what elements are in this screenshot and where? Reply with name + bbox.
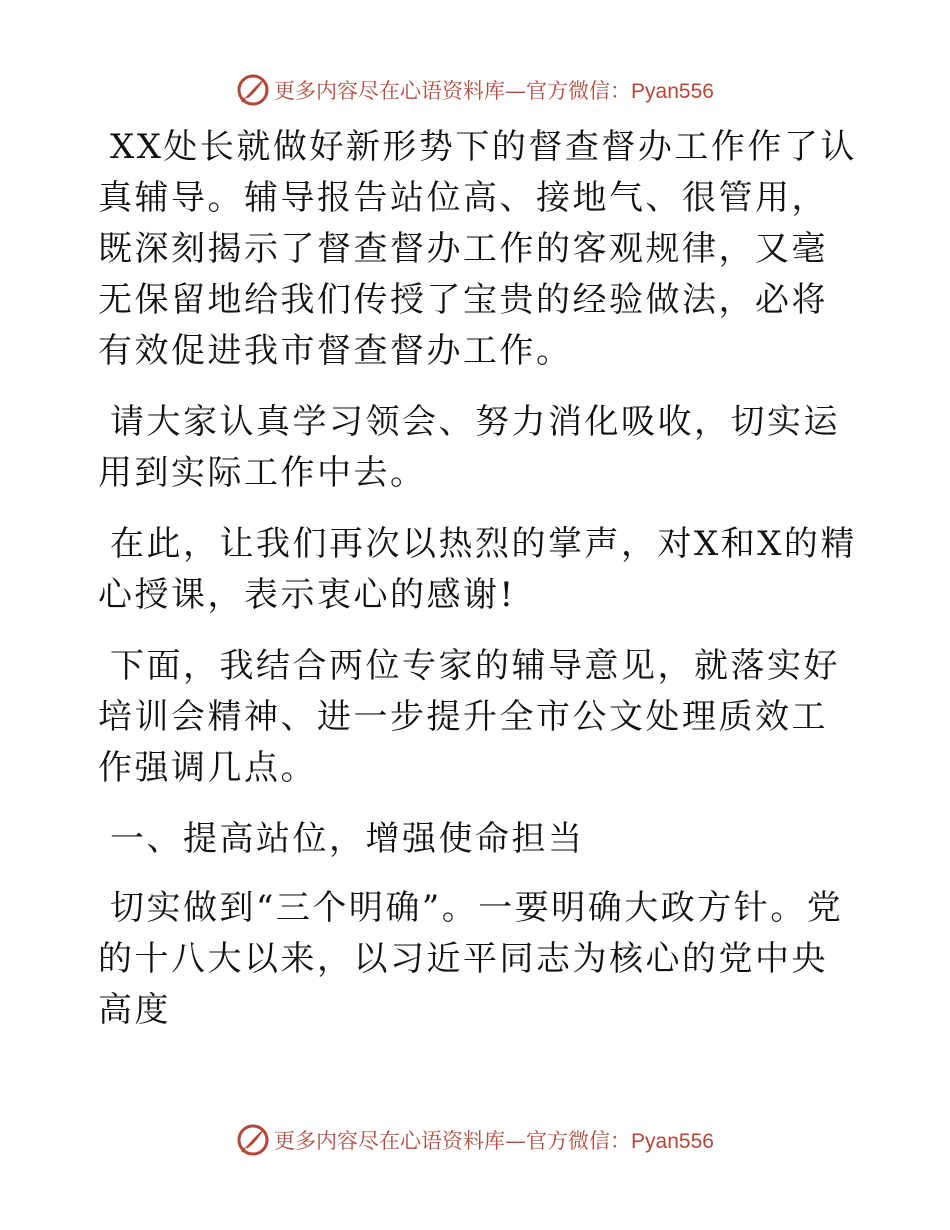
footer-tagline: 更多内容尽在心语资料库—官方微信：Pyan556 bbox=[274, 1129, 714, 1153]
paragraph-1: XX处长就做好新形势下的督查督办工作作了认真辅导。辅导报告站位高、接地气、很管用，既深刻揭示了督查督办工作的客观规律，又毫无保留地给我们传授了宝贵的经验做法，必将有效促进我市督查督办工作。 bbox=[98, 127, 857, 371]
paragraph-2: 请大家认真学习领会、努力消化吸收，切实运用到实际工作中去。 bbox=[98, 402, 840, 493]
paragraph-3: 在此，让我们再次以热烈的掌声，对X和X的精心授课，表示衷心的感谢! bbox=[98, 524, 857, 615]
header-banner bbox=[0, 70, 950, 110]
paragraph-5: 切实做到“三个明确”。一要明确大政方针。党的十八大以来，以习近平同志为核心的党中央高度 bbox=[98, 888, 844, 1030]
footer-banner bbox=[0, 1120, 950, 1160]
paragraph-4: 下面，我结合两位专家的辅导意见，就落实好培训会精神、进一步提升全市公文处理质效工作强调几点。 bbox=[98, 646, 840, 788]
quill-feather-logo-icon bbox=[236, 1123, 270, 1157]
header-tagline: 更多内容尽在心语资料库—官方微信：Pyan556 bbox=[274, 79, 714, 103]
document-body bbox=[98, 122, 858, 1056]
header-wechat-handle: Pyan556 bbox=[631, 80, 714, 103]
quill-feather-logo-icon bbox=[236, 73, 270, 107]
footer-wechat-handle: Pyan556 bbox=[631, 1130, 714, 1153]
section-heading-1: 一、提高站位，增强使命担当 bbox=[110, 819, 585, 859]
